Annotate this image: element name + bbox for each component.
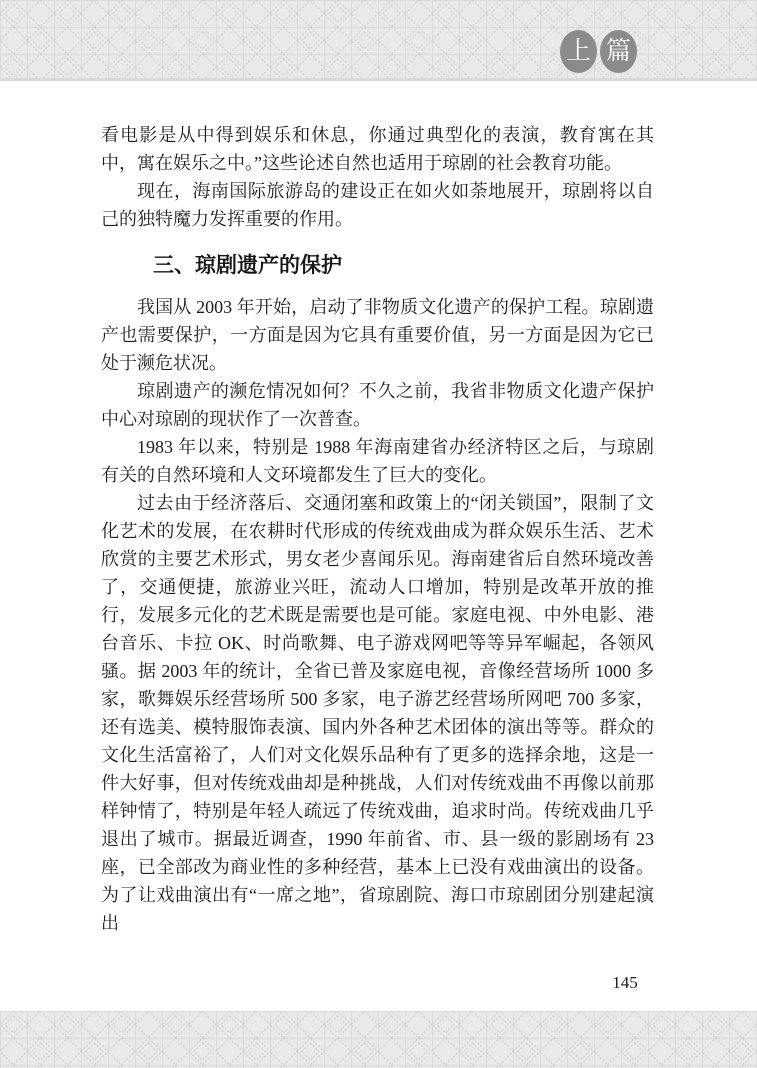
body-paragraph: 现在，海南国际旅游岛的建设正在如火如荼地展开，琼剧将以自己的独特魔力发挥重要的作用。 xyxy=(101,181,654,229)
body-paragraph: 我国从 2003 年开始，启动了非物质文化遗产的保护工程。琼剧遗产也需要保护，一方面是因为它具有重要价值，另一方面是因为它已处于濒危状况。 xyxy=(101,297,654,373)
volume-badge-pian-label: 篇 xyxy=(605,38,631,65)
section-heading: 三、琼剧遗产的保护 xyxy=(153,254,342,277)
volume-badge-shang-label: 上 xyxy=(565,38,591,65)
footer-pattern-band xyxy=(0,1011,757,1068)
page-number: 145 xyxy=(612,973,638,992)
lattice-pattern-top xyxy=(0,0,757,78)
volume-badge-shang xyxy=(560,30,597,73)
body-paragraph: 琼剧遗产的濒危情况如何？不久之前，我省非物质文化遗产保护中心对琼剧的现状作了一次普查。 xyxy=(101,381,654,429)
body-paragraph: 过去由于经济落后、交通闭塞和政策上的“闭关锁国”，限制了文化艺术的发展，在农耕时代形成的传统戏曲成为群众娱乐生活、艺术欣赏的主要艺术形式，男女老少喜闻乐见。海南建省后自然环境改善了，交通便捷，旅游业兴旺，流动人口增加，特别是改革开放的推行，发展多元化的艺术既是需要也是可能。家庭电视、中外电影、港台音乐、卡拉 OK、时尚歌舞、电子游戏网吧等等异军崛起，各领风骚。据 2003 年的统计，全省已普及家庭电视，音像经营场所 1000 多家，歌舞娱乐经营场所 500 多家，电子游艺经营场所网吧 700 多家，还有选美、模特服饰表演、国内外各种艺术团体的演出等等。群众的文化生活富裕了，人们对文化娱乐品种有了更多的选择余地，这是一件大好事，但对传统戏曲却是种挑战，人们对传统戏曲不再像以前那样钟情了，特别是年轻人疏远了传统戏曲，追求时尚。传统戏曲几乎退出了城市。据最近调查，1990 年前省、市、县一级的影剧场有 23 座，已全部改为商业性的多种经营，基本上已没有戏曲演出的设备。为了让戏曲演出有“一席之地”，省琼剧院、海口市琼剧团分别建起演出 xyxy=(101,493,654,933)
body-paragraph: 看电影是从中得到娱乐和休息，你通过典型化的表演，教育寓在其中，寓在娱乐之中。”这些论述自然也适用于琼剧的社会教育功能。 xyxy=(101,125,654,173)
volume-badge-pian xyxy=(600,30,637,73)
header-pattern-band xyxy=(0,0,757,81)
body-paragraph: 1983 年以来，特别是 1988 年海南建省办经济特区之后，与琼剧有关的自然环境和人文环境都发生了巨大的变化。 xyxy=(101,437,654,485)
lattice-pattern-bottom xyxy=(0,1011,757,1068)
page-body-text xyxy=(101,121,654,937)
